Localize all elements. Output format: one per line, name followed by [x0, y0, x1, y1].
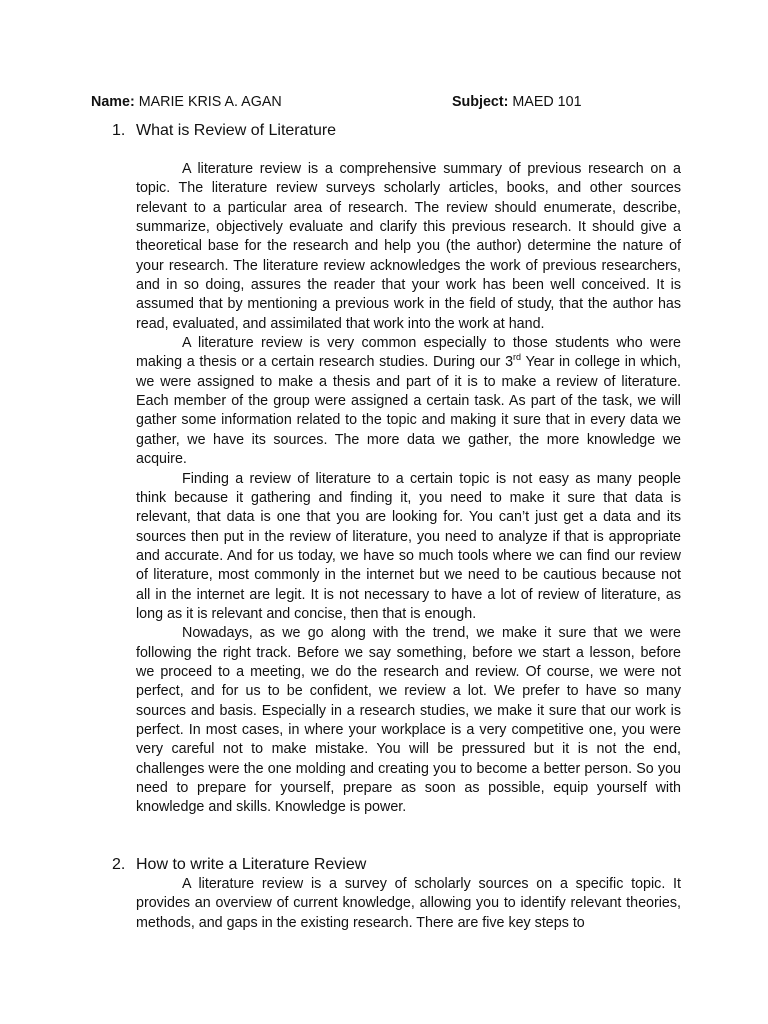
ordinal-suffix: rd — [513, 352, 522, 363]
section-1-title: What is Review of Literature — [136, 122, 337, 139]
section-2-title: How to write a Literature Review — [136, 856, 367, 873]
paragraph-2-text-end: Year in college in which, we were assigned to make a thesis and part of it is to make a review of literature. Each member of the group were assigned a certain task. As part of the task, we will gather some information related to the topic and making it sure that in every data we gather, we have its sources. The more data we gather, the more knowledge we acquire. — [136, 354, 682, 468]
section-2-number: 2. — [112, 856, 126, 873]
name-label: Name: — [91, 94, 135, 110]
section-1-body — [136, 160, 681, 818]
paragraph-2-text-start: A literature review is very common especially to those students who were making a thesis or a certain research studies. During our 3 — [136, 335, 681, 371]
section-2-heading — [112, 855, 366, 875]
section-1-paragraph-3: Finding a review of literature to a certain topic is not easy as many people think because it gathering and finding it, you need to make it sure that data is relevant, that data is one that you are looking for. You can’t just get a data and its sources then put in the review of literature, you need to analyze if that is appropriate and accurate. And for us today, we have so much tools where we can find our review of literature, most commonly in the internet but we need to be cautious because not all in the internet are legit. It is not necessary to have a lot of review of literature, as long as it is relevant and concise, then that is enough. — [136, 470, 681, 622]
section-2-body — [136, 875, 681, 933]
subject-label: Subject: — [452, 94, 509, 110]
section-1-number: 1. — [112, 122, 126, 139]
name-field — [91, 92, 282, 112]
subject-field — [452, 92, 582, 112]
subject-value: MAED 101 — [512, 94, 582, 110]
section-2-paragraph-1: A literature review is a survey of scholarly sources on a specific topic. It provides an overview of current knowledge, allowing you to identify relevant theories, methods, and gaps in the existing research. There are five key steps to — [136, 876, 681, 931]
section-1-paragraph-4: Nowadays, as we go along with the trend, we make it sure that we were following the right track. Before we say something, before we start a lesson, before we proceed to a meeting, we do the research and review. Of course, we were not perfect, and for us to be confident, we review a lot. We prefer to have so many sources and basis. Especially in a research studies, we make it sure that our work is perfect. In most cases, in where your workplace is a very competitive one, you were very careful not to make mistake. You will be pressured but it is not the end, challenges were the one molding and creating you to become a better person. So you need to prepare for yourself, prepare as soon as possible, equip yourself with knowledge and skills. Knowledge is power. — [136, 625, 681, 816]
section-1-paragraph-1: A literature review is a comprehensive summary of previous research on a topic. The literature review surveys scholarly articles, books, and other sources relevant to a particular area of research. The review should enumerate, describe, summarize, objectively evaluate and clarify this previous research. It should give a theoretical base for the research and help you (the author) determine the nature of your research. The literature review acknowledges the work of previous researchers, and in so doing, assures the reader that your work has been well conceived. It is assumed that by mentioning a previous work in the field of study, that the author has read, evaluated, and assimilated that work into the work at hand. — [136, 161, 681, 332]
document-header — [91, 92, 691, 112]
section-1-heading — [112, 121, 336, 141]
name-value: MARIE KRIS A. AGAN — [138, 94, 282, 110]
section-1-paragraph-2 — [136, 334, 681, 469]
